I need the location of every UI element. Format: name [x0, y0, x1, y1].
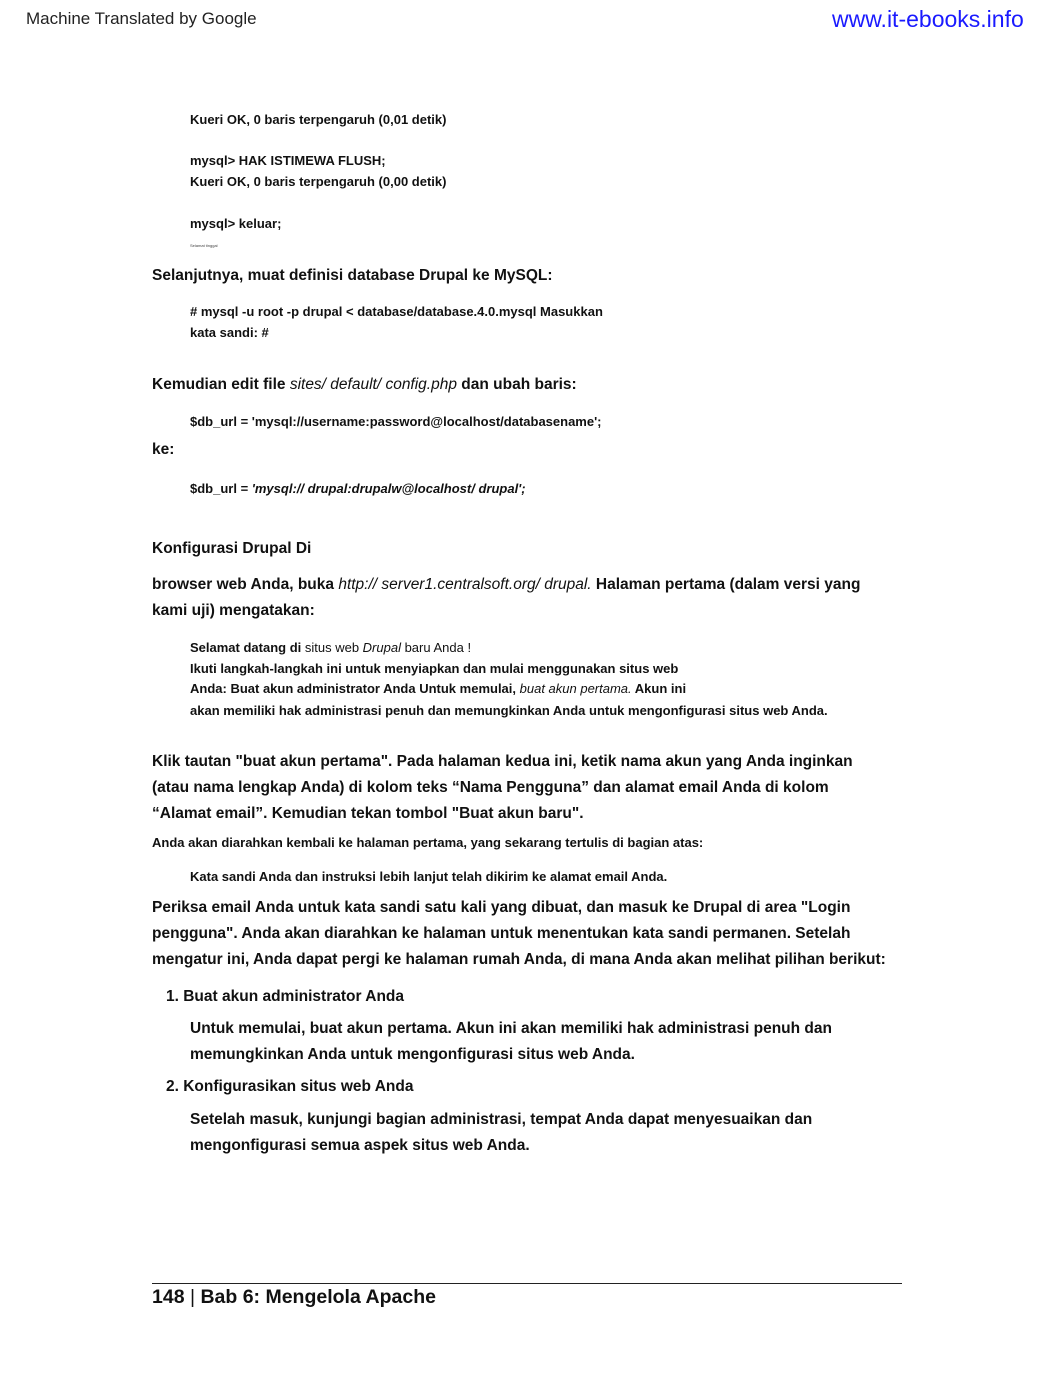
list-item-text: mengonfigurasi semua aspek situs web Anda. — [190, 1137, 530, 1154]
quote-line: Ikuti langkah-langkah ini untuk menyiapkan dan mulai menggunakan situs web — [190, 661, 679, 676]
paragraph-click: Klik tautan "buat akun pertama". Pada halaman kedua ini, ketik nama akun yang Anda inginkan — [152, 753, 853, 770]
text: Selamat datang di — [190, 640, 302, 655]
paragraph-click: “Alamat email”. Kemudian tekan tombol "Buat akun baru". — [152, 805, 584, 822]
text: browser web Anda, buka — [152, 576, 339, 593]
list-item-text: Setelah masuk, kunjungi bagian administrasi, tempat Anda dapat menyesuaikan dan — [190, 1111, 813, 1128]
quote-line — [190, 640, 471, 655]
chapter-title: Bab 6: Mengelola Apache — [200, 1286, 436, 1308]
list-item-text: memungkinkan Anda untuk mengonfigurasi situs web Anda. — [190, 1046, 635, 1063]
code-line: mysql> HAK ISTIMEWA FLUSH; — [190, 153, 386, 168]
paragraph-browser — [152, 576, 860, 594]
text: Halaman pertama (dalam versi yang — [591, 576, 861, 593]
code-line: kata sandi: # — [190, 325, 269, 340]
paragraph-click: (atau nama lengkap Anda) di kolom teks “Nama Pengguna” dan alamat email Anda di kolom — [152, 779, 829, 796]
footer-separator: | — [184, 1286, 201, 1308]
paragraph-check: mengatur ini, Anda dapat pergi ke halaman rumah Anda, di mana Anda akan melihat pilihan berikut: — [152, 951, 886, 968]
text: Kemudian edit file — [152, 376, 290, 393]
text: buat akun pertama. — [519, 681, 632, 696]
list-item-text: Untuk memulai, buat akun pertama. Akun ini akan memiliki hak administrasi penuh dan — [190, 1020, 832, 1037]
text: $db_url = — [190, 481, 252, 496]
code-line: # mysql -u root -p drupal < database/database.4.0.mysql Masukkan — [190, 304, 603, 319]
footer-divider — [152, 1283, 902, 1284]
label-ke: ke: — [152, 441, 175, 458]
section-title: Konfigurasi Drupal Di — [152, 540, 312, 557]
quote-line: akan memiliki hak administrasi penuh dan memungkinkan Anda untuk mengonfigurasi situs web Anda. — [190, 703, 828, 718]
paragraph-next: Selanjutnya, muat definisi database Drupal ke MySQL: — [152, 267, 553, 284]
code-line — [190, 481, 526, 496]
file-path: sites/ default/ config.php — [289, 376, 457, 393]
code-line: Kueri OK, 0 baris terpengaruh (0,00 detik) — [190, 174, 447, 189]
code-line: Kueri OK, 0 baris terpengaruh (0,01 detik) — [190, 112, 447, 127]
paragraph-redirect: Anda akan diarahkan kembali ke halaman pertama, yang sekarang tertulis di bagian atas: — [152, 835, 704, 850]
code-line: mysql> keluar; — [190, 216, 282, 231]
page-number: 148 — [152, 1286, 185, 1308]
text: Anda: Buat akun administrator Anda Untuk memulai, — [190, 681, 520, 696]
text: Akun ini — [631, 681, 687, 696]
text: baru Anda ! — [400, 640, 472, 655]
code-line: $db_url = 'mysql://username:password@localhost/databasename'; — [190, 414, 602, 429]
url-text: http:// server1.centralsoft.org/ drupal. — [338, 576, 592, 593]
machine-translated-notice: Machine Translated by Google — [26, 9, 257, 28]
code-value: 'mysql:// drupal:drupalw@localhost/ drupal'; — [251, 481, 526, 496]
text: situs web — [301, 640, 363, 655]
paragraph-edit — [152, 376, 577, 394]
quote-password: Kata sandi Anda dan instruksi lebih lanjut telah dikirim ke alamat email Anda. — [190, 869, 668, 884]
paragraph-check: pengguna". Anda akan diarahkan ke halaman untuk menentukan kata sandi permanen. Setelah — [152, 925, 851, 942]
paragraph-browser-line2: kami uji) mengatakan: — [152, 602, 315, 619]
quote-line — [190, 681, 686, 696]
text: dan ubah baris: — [456, 376, 577, 393]
code-line-tiny: Selamat tinggal — [190, 243, 218, 248]
list-item-title: 1. Buat akun administrator Anda — [166, 988, 404, 1005]
page-footer — [152, 1286, 436, 1309]
text: Drupal — [362, 640, 401, 655]
list-item-title: 2. Konfigurasikan situs web Anda — [166, 1078, 414, 1095]
site-link[interactable]: www.it-ebooks.info — [832, 6, 1024, 32]
paragraph-check: Periksa email Anda untuk kata sandi satu kali yang dibuat, dan masuk ke Drupal di area "Login — [152, 899, 851, 916]
